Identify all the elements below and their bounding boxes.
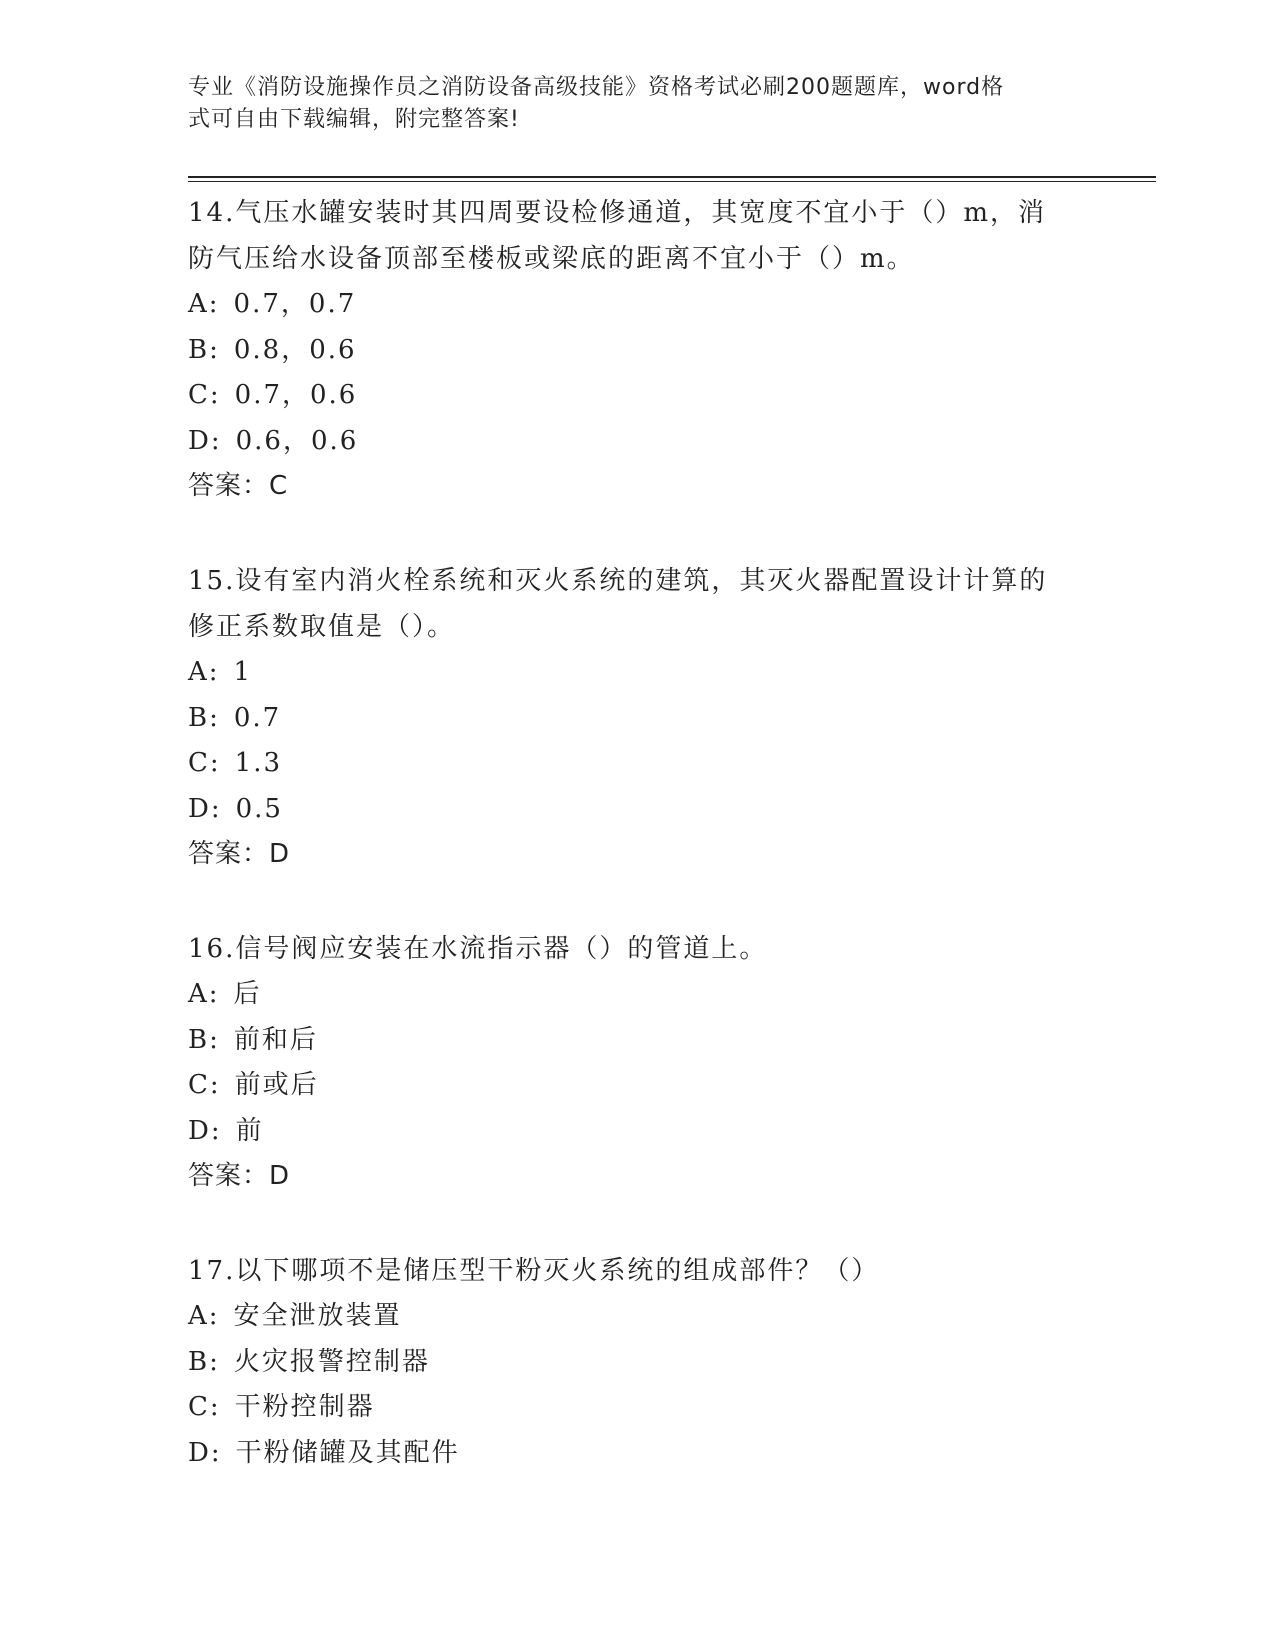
option-c: C: 干粉控制器	[188, 1392, 375, 1422]
header-divider-thick	[188, 176, 1156, 178]
option-b: B: 0.7	[188, 702, 282, 733]
question-text	[188, 558, 1088, 650]
option-b: B: 火灾报警控制器	[188, 1346, 430, 1377]
header-line-2: 式可自由下载编辑，附完整答案!	[188, 107, 520, 132]
question-17	[188, 1248, 1088, 1476]
option-d: D: 前	[188, 1115, 264, 1146]
question-text-line: 修正系数取值是（）。	[188, 612, 456, 642]
answer-line: 答案：D	[188, 839, 291, 869]
option-c: C: 0.7，0.6	[188, 380, 358, 410]
option-a: A: 后	[188, 979, 262, 1009]
question-text	[188, 190, 1088, 282]
option-b: B: 0.8，0.6	[188, 334, 357, 365]
question-15	[188, 558, 1088, 876]
document-header	[188, 72, 1068, 136]
option-a: A: 0.7，0.7	[188, 289, 357, 319]
answer-line: 答案：C	[188, 471, 289, 501]
header-line-1: 专业《消防设施操作员之消防设备高级技能》资格考试必刷200题题库，word格	[188, 75, 1005, 100]
question-16	[188, 926, 1088, 1198]
question-list	[188, 190, 1088, 1476]
option-c: C: 前或后	[188, 1070, 319, 1100]
question-text-line: 17.以下哪项不是储压型干粉灭火系统的组成部件？（）	[188, 1256, 880, 1286]
question-text-line: 防气压给水设备顶部至楼板或梁底的距离不宜小于（）m。	[188, 244, 915, 274]
option-a: A: 安全泄放装置	[188, 1301, 402, 1331]
option-d: D: 0.6，0.6	[188, 425, 359, 456]
question-text-line: 14.气压水罐安装时其四周要设检修通道，其宽度不宜小于（）m，消	[188, 198, 1047, 228]
option-d: D: 干粉储罐及其配件	[188, 1437, 460, 1468]
question-text-line: 15.设有室内消火栓系统和灭火系统的建筑，其灭火器配置设计计算的	[188, 566, 1048, 596]
option-b: B: 前和后	[188, 1024, 318, 1055]
answer-line: 答案：D	[188, 1161, 291, 1191]
question-text	[188, 926, 1088, 972]
question-14	[188, 190, 1088, 508]
question-text	[188, 1248, 1088, 1294]
option-d: D: 0.5	[188, 793, 283, 824]
question-text-line: 16.信号阀应安装在水流指示器（）的管道上。	[188, 934, 768, 964]
header-divider-thin	[188, 181, 1156, 182]
option-a: A: 1	[188, 657, 253, 687]
option-c: C: 1.3	[188, 748, 283, 778]
